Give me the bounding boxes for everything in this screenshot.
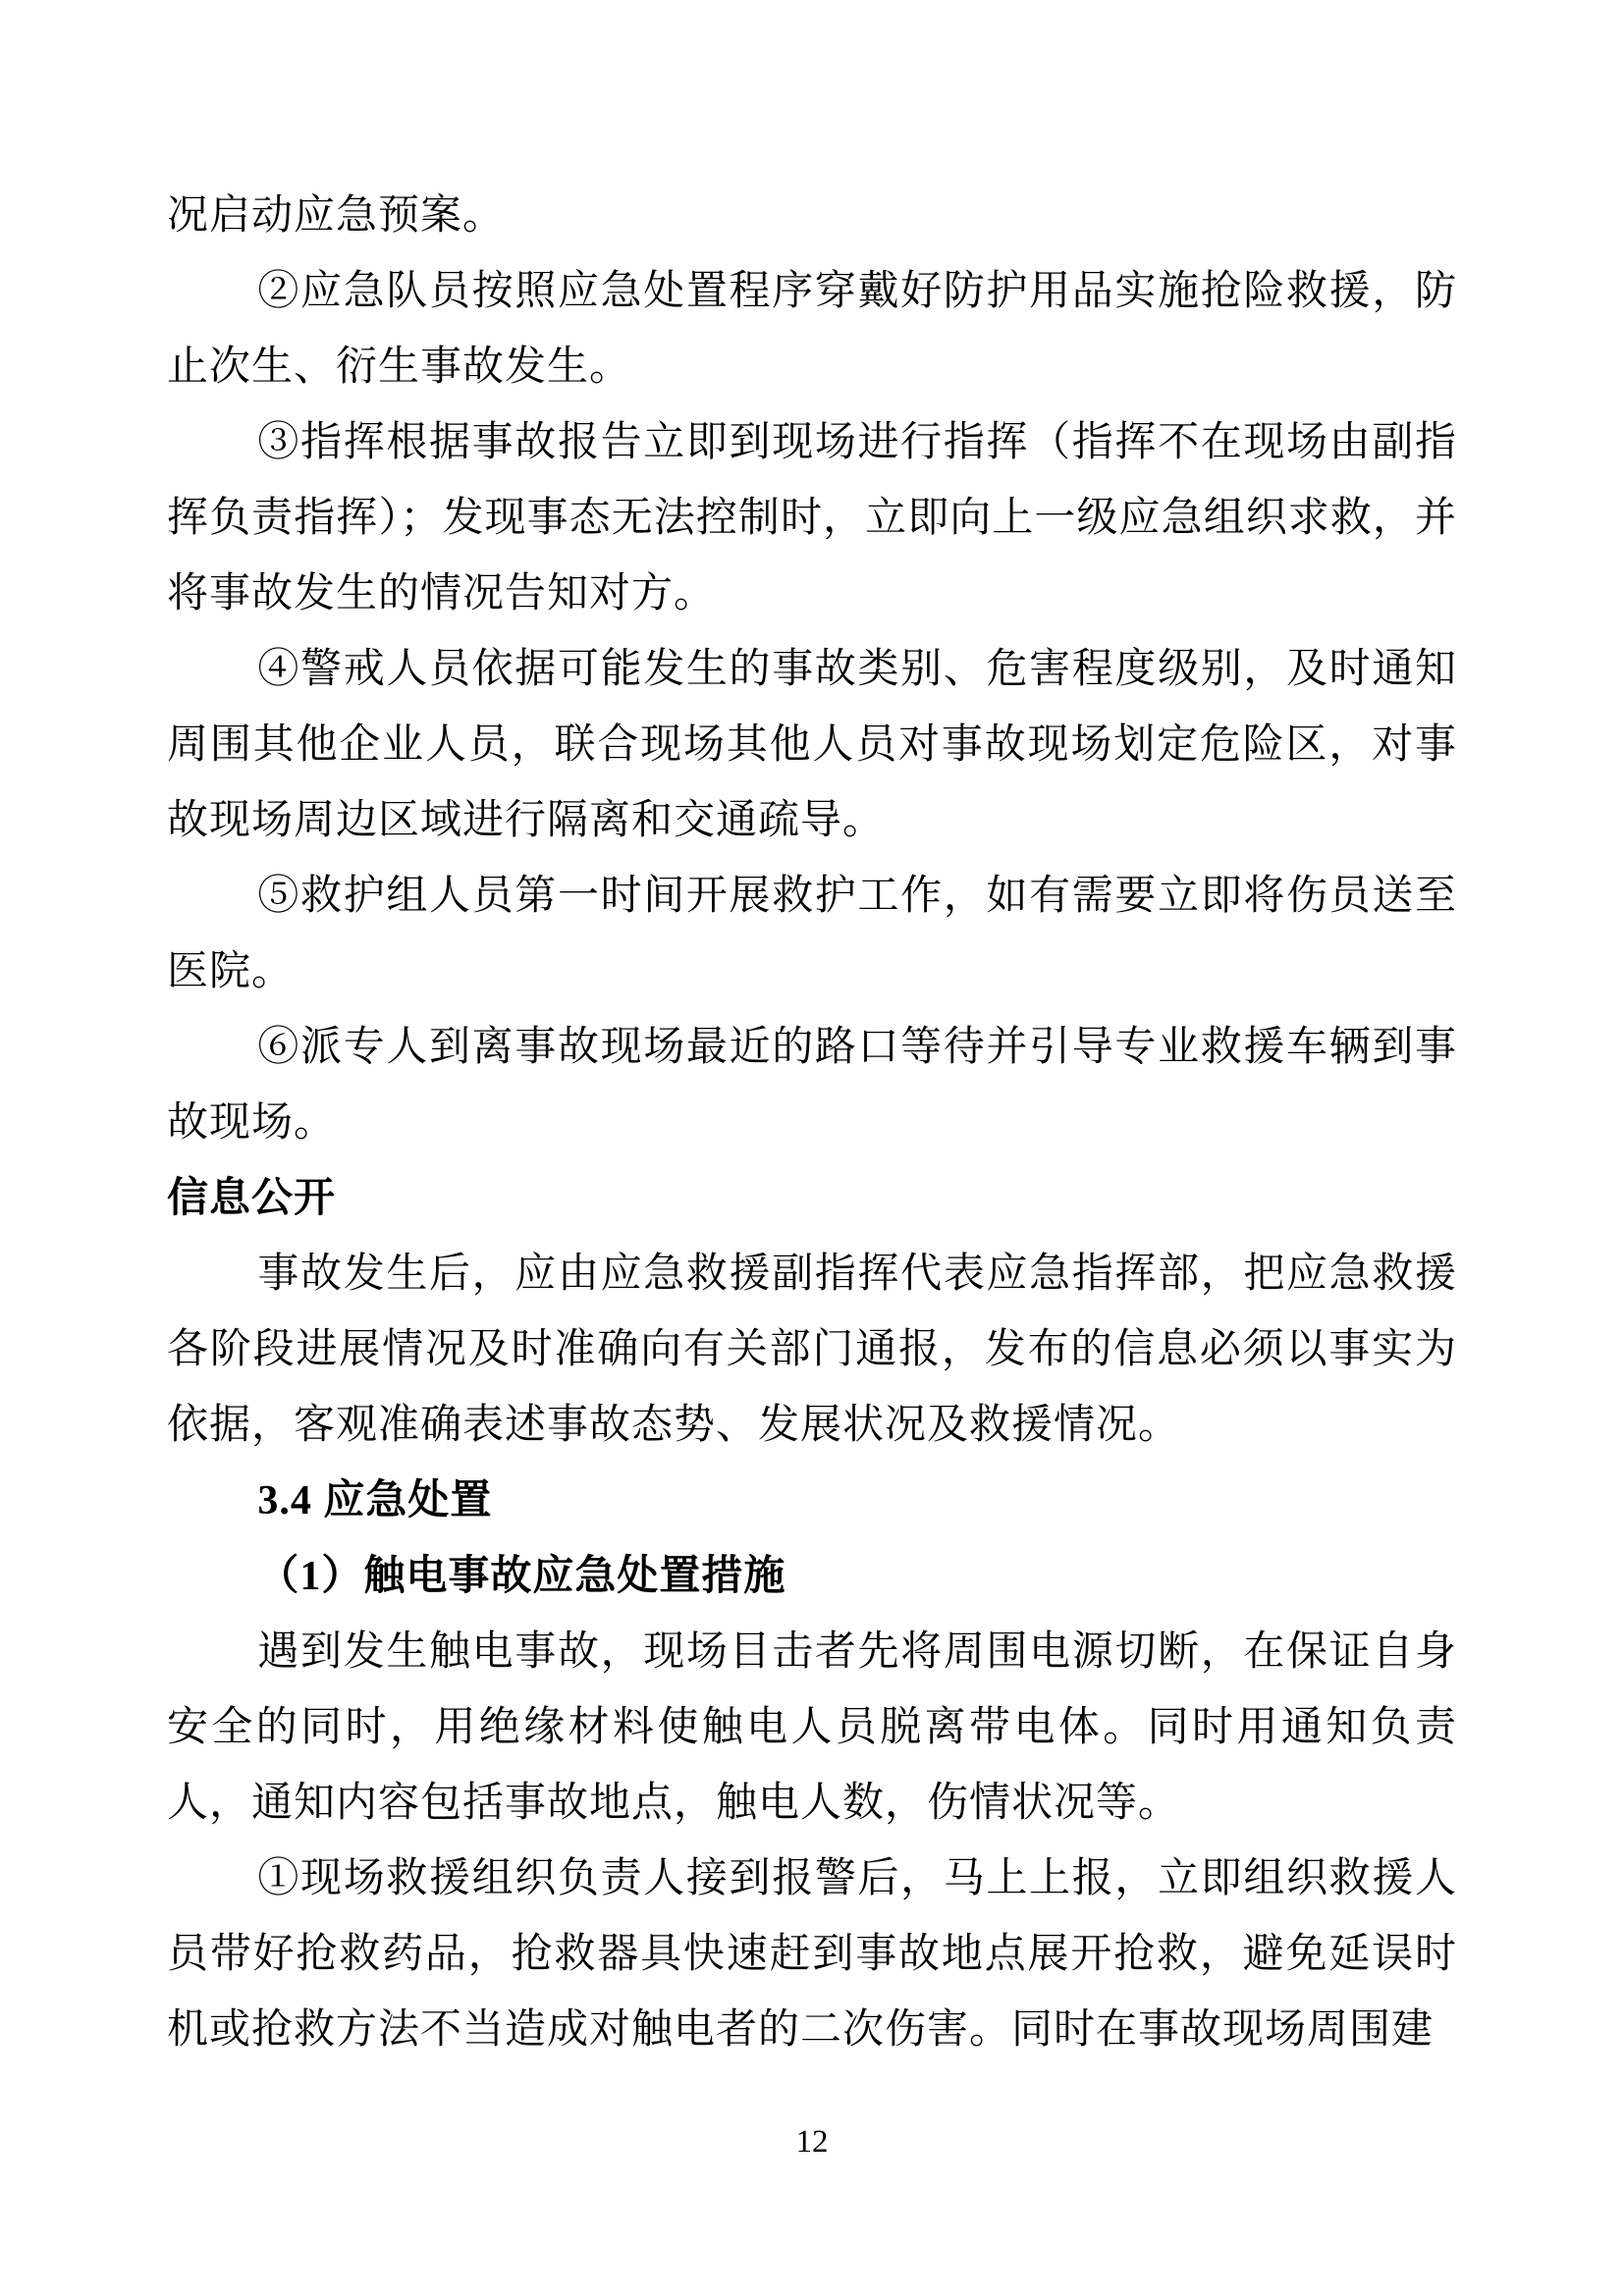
paragraph: ③指挥根据事故报告立即到现场进行指挥（指挥不在现场由副指挥负责指挥）；发现事态无法控制时，立即向上一级应急组织求救，并将事故发生的情况告知对方。	[167, 420, 1457, 616]
paragraph: 遇到发生触电事故，现场目击者先将周围电源切断，在保证自身安全的同时，用绝缘材料使触电人员脱离带电体。同时用通知负责人，通知内容包括事故地点，触电人数，伤情状况等。	[167, 1629, 1457, 1826]
paragraph: ②应急队员按照应急处置程序穿戴好防护用品实施抢险救援，防止次生、衍生事故发生。	[167, 269, 1457, 390]
paragraph: 况启动应急预案。	[167, 193, 506, 239]
paragraph: ⑥派专人到离事故现场最近的路口等待并引导专业救援车辆到事故现场。	[167, 1025, 1457, 1146]
document-body	[167, 179, 1457, 2068]
paragraph: ⑤救护组人员第一时间开展救护工作，如有需要立即将伤员送至医院。	[167, 874, 1457, 994]
paragraph: 事故发生后，应由应急救援副指挥代表应急指挥部，把应急救援各阶段进展情况及时准确向有关部门通报，发布的信息必须以事实为依据，客观准确表述事故态势、发展状况及救援情况。	[167, 1252, 1457, 1448]
section-heading: 3.4 应急处置	[257, 1478, 493, 1523]
section-heading: （1）触电事故应急处置措施	[257, 1554, 786, 1599]
page-number: 12	[795, 2124, 829, 2160]
section-heading: 信息公开	[167, 1176, 337, 1221]
paragraph: ④警戒人员依据可能发生的事故类别、危害程度级别，及时通知周围其他企业人员，联合现场其他人员对事故现场划定危险区，对事故现场周边区域进行隔离和交通疏导。	[167, 647, 1457, 843]
paragraph: ①现场救援组织负责人接到报警后，马上上报，立即组织救援人员带好抢救药品，抢救器具快速赶到事故地点展开抢救，避免延误时机或抢救方法不当造成对触电者的二次伤害。同时在事故现场周围建	[167, 1856, 1457, 2053]
